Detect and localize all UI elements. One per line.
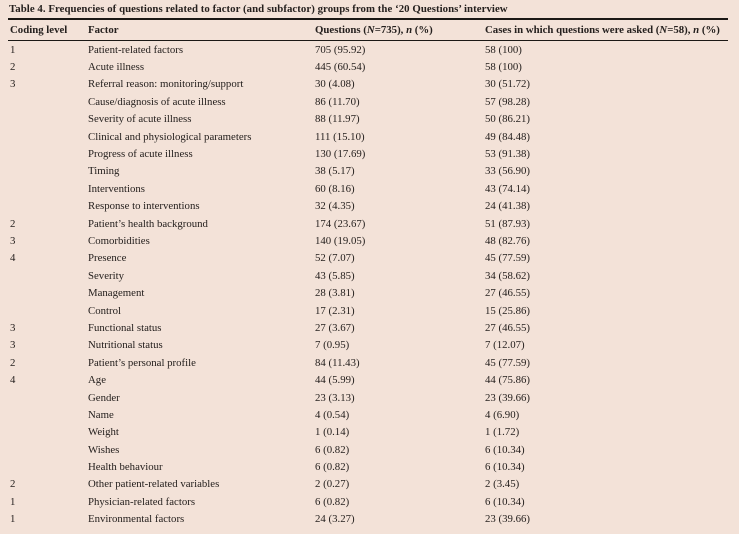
questions-cell: 30 (4.08)	[315, 78, 355, 91]
table-title: Table 4. Frequencies of questions related to factor (and subfactor) groups from the ‘20 Questions’ interview	[8, 0, 728, 20]
table-header-row	[8, 20, 728, 42]
table-row	[8, 163, 728, 180]
factor-cell: Gender	[88, 391, 120, 404]
coding-level-cell: 3	[10, 339, 16, 352]
cases-cell: 2 (3.45)	[485, 478, 520, 491]
cases-cell: 43 (74.14)	[485, 182, 530, 195]
table-row	[8, 354, 728, 371]
table-row	[8, 215, 728, 232]
cases-cell: 15 (25.86)	[485, 304, 530, 317]
table-row	[8, 511, 728, 528]
questions-cell: 44 (5.99)	[315, 374, 355, 387]
table-row	[8, 406, 728, 423]
factor-cell: Weight	[88, 426, 119, 439]
table-row	[8, 41, 728, 58]
cases-cell: 58 (100)	[485, 43, 522, 56]
questions-cell: 174 (23.67)	[315, 217, 366, 230]
factor-cell: Acute illness	[88, 61, 145, 74]
coding-level-cell: 1	[10, 43, 16, 56]
questions-cell: 24 (3.27)	[315, 513, 355, 526]
questions-cell: 6 (0.82)	[315, 443, 350, 456]
cases-cell: 4 (6.90)	[485, 408, 520, 421]
cases-cell: 50 (86.21)	[485, 113, 530, 126]
factor-cell: Progress of acute illness	[88, 148, 193, 161]
table-row	[8, 232, 728, 249]
cases-cell: 7 (12.07)	[485, 339, 525, 352]
table-row	[8, 180, 728, 197]
table-row	[8, 458, 728, 475]
questions-cell: 17 (2.31)	[315, 304, 355, 317]
cases-cell: 44 (75.86)	[485, 374, 530, 387]
cases-cell: 53 (91.38)	[485, 148, 530, 161]
table-row	[8, 111, 728, 128]
questions-cell: 6 (0.82)	[315, 461, 350, 474]
cases-cell: 1 (1.72)	[485, 426, 520, 439]
questions-cell: 140 (19.05)	[315, 234, 366, 247]
factor-cell: Physician-related factors	[88, 495, 196, 508]
factor-cell: Management	[88, 287, 145, 300]
coding-level-cell: 1	[10, 495, 16, 508]
factor-cell: Severity	[88, 269, 124, 282]
column-header-questions: Questions (N=735), n (%)	[315, 23, 433, 36]
questions-cell: 27 (3.67)	[315, 321, 355, 334]
coding-level-cell: 2	[10, 356, 16, 369]
questions-cell: 23 (3.13)	[315, 391, 355, 404]
table-row	[8, 76, 728, 93]
factor-cell: Functional status	[88, 321, 162, 334]
questions-cell: 86 (11.70)	[315, 95, 360, 108]
factor-cell: Patient’s health background	[88, 217, 208, 230]
table-body	[8, 41, 728, 528]
factor-cell: Environmental factors	[88, 513, 185, 526]
questions-cell: 7 (0.95)	[315, 339, 350, 352]
coding-level-cell: 3	[10, 78, 16, 91]
factor-cell: Response to interventions	[88, 200, 200, 213]
coding-level-cell: 2	[10, 478, 16, 491]
questions-cell: 28 (3.81)	[315, 287, 355, 300]
table-row	[8, 441, 728, 458]
questions-cell: 32 (4.35)	[315, 200, 355, 213]
column-header-cases: Cases in which questions were asked (N=58), n (%)	[485, 23, 720, 36]
table-row	[8, 476, 728, 493]
factor-cell: Control	[88, 304, 121, 317]
cases-cell: 27 (46.55)	[485, 321, 530, 334]
questions-cell: 4 (0.54)	[315, 408, 350, 421]
table-row	[8, 493, 728, 510]
factor-cell: Severity of acute illness	[88, 113, 192, 126]
questions-cell: 445 (60.54)	[315, 61, 366, 74]
cases-cell: 6 (10.34)	[485, 495, 525, 508]
cases-cell: 6 (10.34)	[485, 461, 525, 474]
table-row	[8, 58, 728, 75]
factor-cell: Age	[88, 374, 106, 387]
factor-cell: Interventions	[88, 182, 145, 195]
cases-cell: 57 (98.28)	[485, 95, 530, 108]
coding-level-cell: 1	[10, 513, 16, 526]
factor-cell: Health behaviour	[88, 461, 163, 474]
questions-cell: 43 (5.85)	[315, 269, 355, 282]
factor-cell: Clinical and physiological parameters	[88, 130, 252, 143]
factor-cell: Cause/diagnosis of acute illness	[88, 95, 226, 108]
table-row	[8, 389, 728, 406]
cases-cell: 6 (10.34)	[485, 443, 525, 456]
column-header-factor: Factor	[88, 23, 119, 36]
factor-cell: Timing	[88, 165, 120, 178]
questions-cell: 52 (7.07)	[315, 252, 355, 265]
table-row	[8, 198, 728, 215]
coding-level-cell: 4	[10, 374, 16, 387]
questions-cell: 130 (17.69)	[315, 148, 366, 161]
table-row	[8, 250, 728, 267]
coding-level-cell: 3	[10, 321, 16, 334]
cases-cell: 33 (56.90)	[485, 165, 530, 178]
table-row	[8, 267, 728, 284]
questions-cell: 6 (0.82)	[315, 495, 350, 508]
table-row	[8, 337, 728, 354]
factor-cell: Wishes	[88, 443, 120, 456]
table-row	[8, 424, 728, 441]
factor-cell: Patient-related factors	[88, 43, 184, 56]
factor-cell: Presence	[88, 252, 127, 265]
cases-cell: 51 (87.93)	[485, 217, 530, 230]
column-header-coding-level: Coding level	[10, 23, 68, 36]
questions-cell: 60 (8.16)	[315, 182, 355, 195]
cases-cell: 23 (39.66)	[485, 391, 530, 404]
coding-level-cell: 3	[10, 234, 16, 247]
questions-cell: 2 (0.27)	[315, 478, 350, 491]
factor-cell: Nutritional status	[88, 339, 163, 352]
table-row	[8, 284, 728, 301]
cases-cell: 45 (77.59)	[485, 252, 530, 265]
questions-cell: 88 (11.97)	[315, 113, 360, 126]
cases-cell: 24 (41.38)	[485, 200, 530, 213]
table-row	[8, 93, 728, 110]
questions-cell: 84 (11.43)	[315, 356, 360, 369]
questions-cell: 1 (0.14)	[315, 426, 350, 439]
questions-cell: 705 (95.92)	[315, 43, 366, 56]
questions-cell: 38 (5.17)	[315, 165, 355, 178]
coding-level-cell: 4	[10, 252, 16, 265]
cases-cell: 34 (58.62)	[485, 269, 530, 282]
cases-cell: 49 (84.48)	[485, 130, 530, 143]
cases-cell: 45 (77.59)	[485, 356, 530, 369]
cases-cell: 58 (100)	[485, 61, 522, 74]
cases-cell: 30 (51.72)	[485, 78, 530, 91]
table-row	[8, 145, 728, 162]
coding-level-cell: 2	[10, 61, 16, 74]
factor-cell: Other patient-related variables	[88, 478, 220, 491]
factor-cell: Referral reason: monitoring/support	[88, 78, 244, 91]
coding-level-cell: 2	[10, 217, 16, 230]
factor-cell: Comorbidities	[88, 234, 150, 247]
table-row	[8, 128, 728, 145]
questions-cell: 111 (15.10)	[315, 130, 365, 143]
table-row	[8, 371, 728, 388]
cases-cell: 48 (82.76)	[485, 234, 530, 247]
cases-cell: 23 (39.66)	[485, 513, 530, 526]
factor-cell: Name	[88, 408, 114, 421]
table-row	[8, 302, 728, 319]
table-row	[8, 319, 728, 336]
factor-cell: Patient’s personal profile	[88, 356, 196, 369]
cases-cell: 27 (46.55)	[485, 287, 530, 300]
